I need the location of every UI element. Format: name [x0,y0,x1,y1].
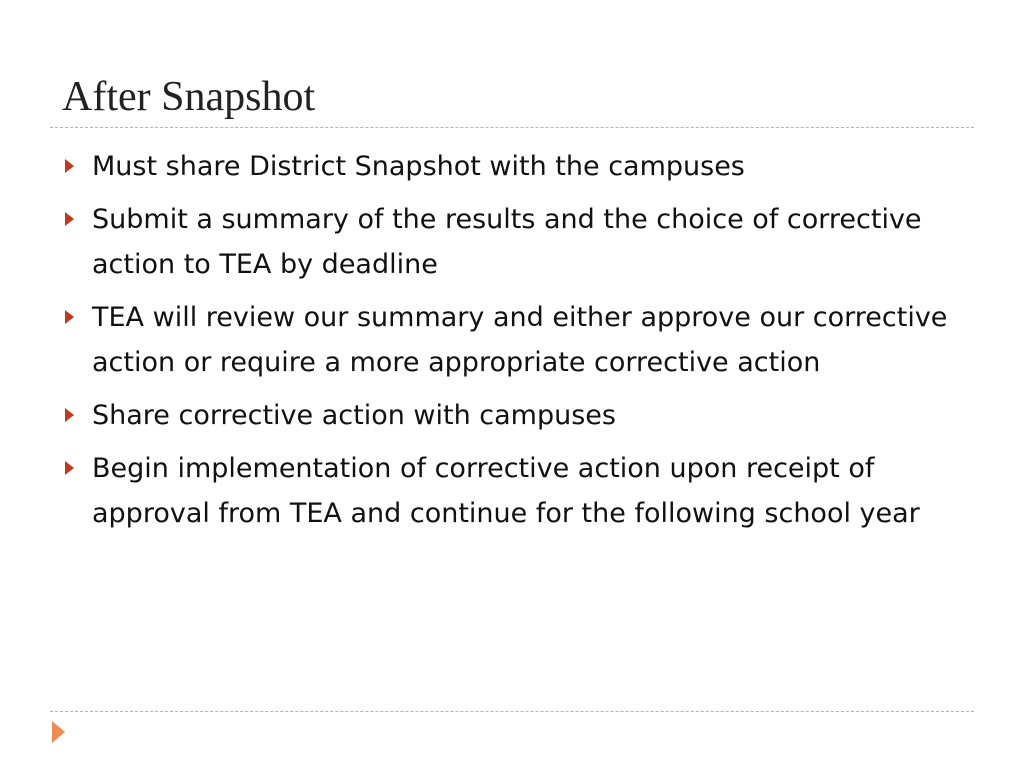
triangle-right-icon [52,721,65,743]
list-item [62,295,972,385]
triangle-right-icon [65,212,74,226]
list-item [62,393,972,438]
triangle-right-icon [65,159,74,173]
bullet-list [62,144,972,544]
footer-divider [50,711,974,712]
title-divider [50,127,974,128]
bullet-text: Begin implementation of corrective action upon receipt of approval from TEA and continue for the following school year [92,453,920,529]
triangle-right-icon [65,461,74,475]
list-item [62,144,972,189]
triangle-right-icon [65,408,74,422]
triangle-right-icon [65,310,74,324]
bullet-text: Share corrective action with campuses [92,400,616,431]
bullet-text: TEA will review our summary and either approve our corrective action or require a more appropriate corrective action [92,302,948,378]
bullet-text: Submit a summary of the results and the choice of corrective action to TEA by deadline [92,204,922,280]
slide-title: After Snapshot [62,74,316,120]
bullet-text: Must share District Snapshot with the campuses [92,151,745,182]
list-item [62,446,972,536]
list-item [62,197,972,287]
